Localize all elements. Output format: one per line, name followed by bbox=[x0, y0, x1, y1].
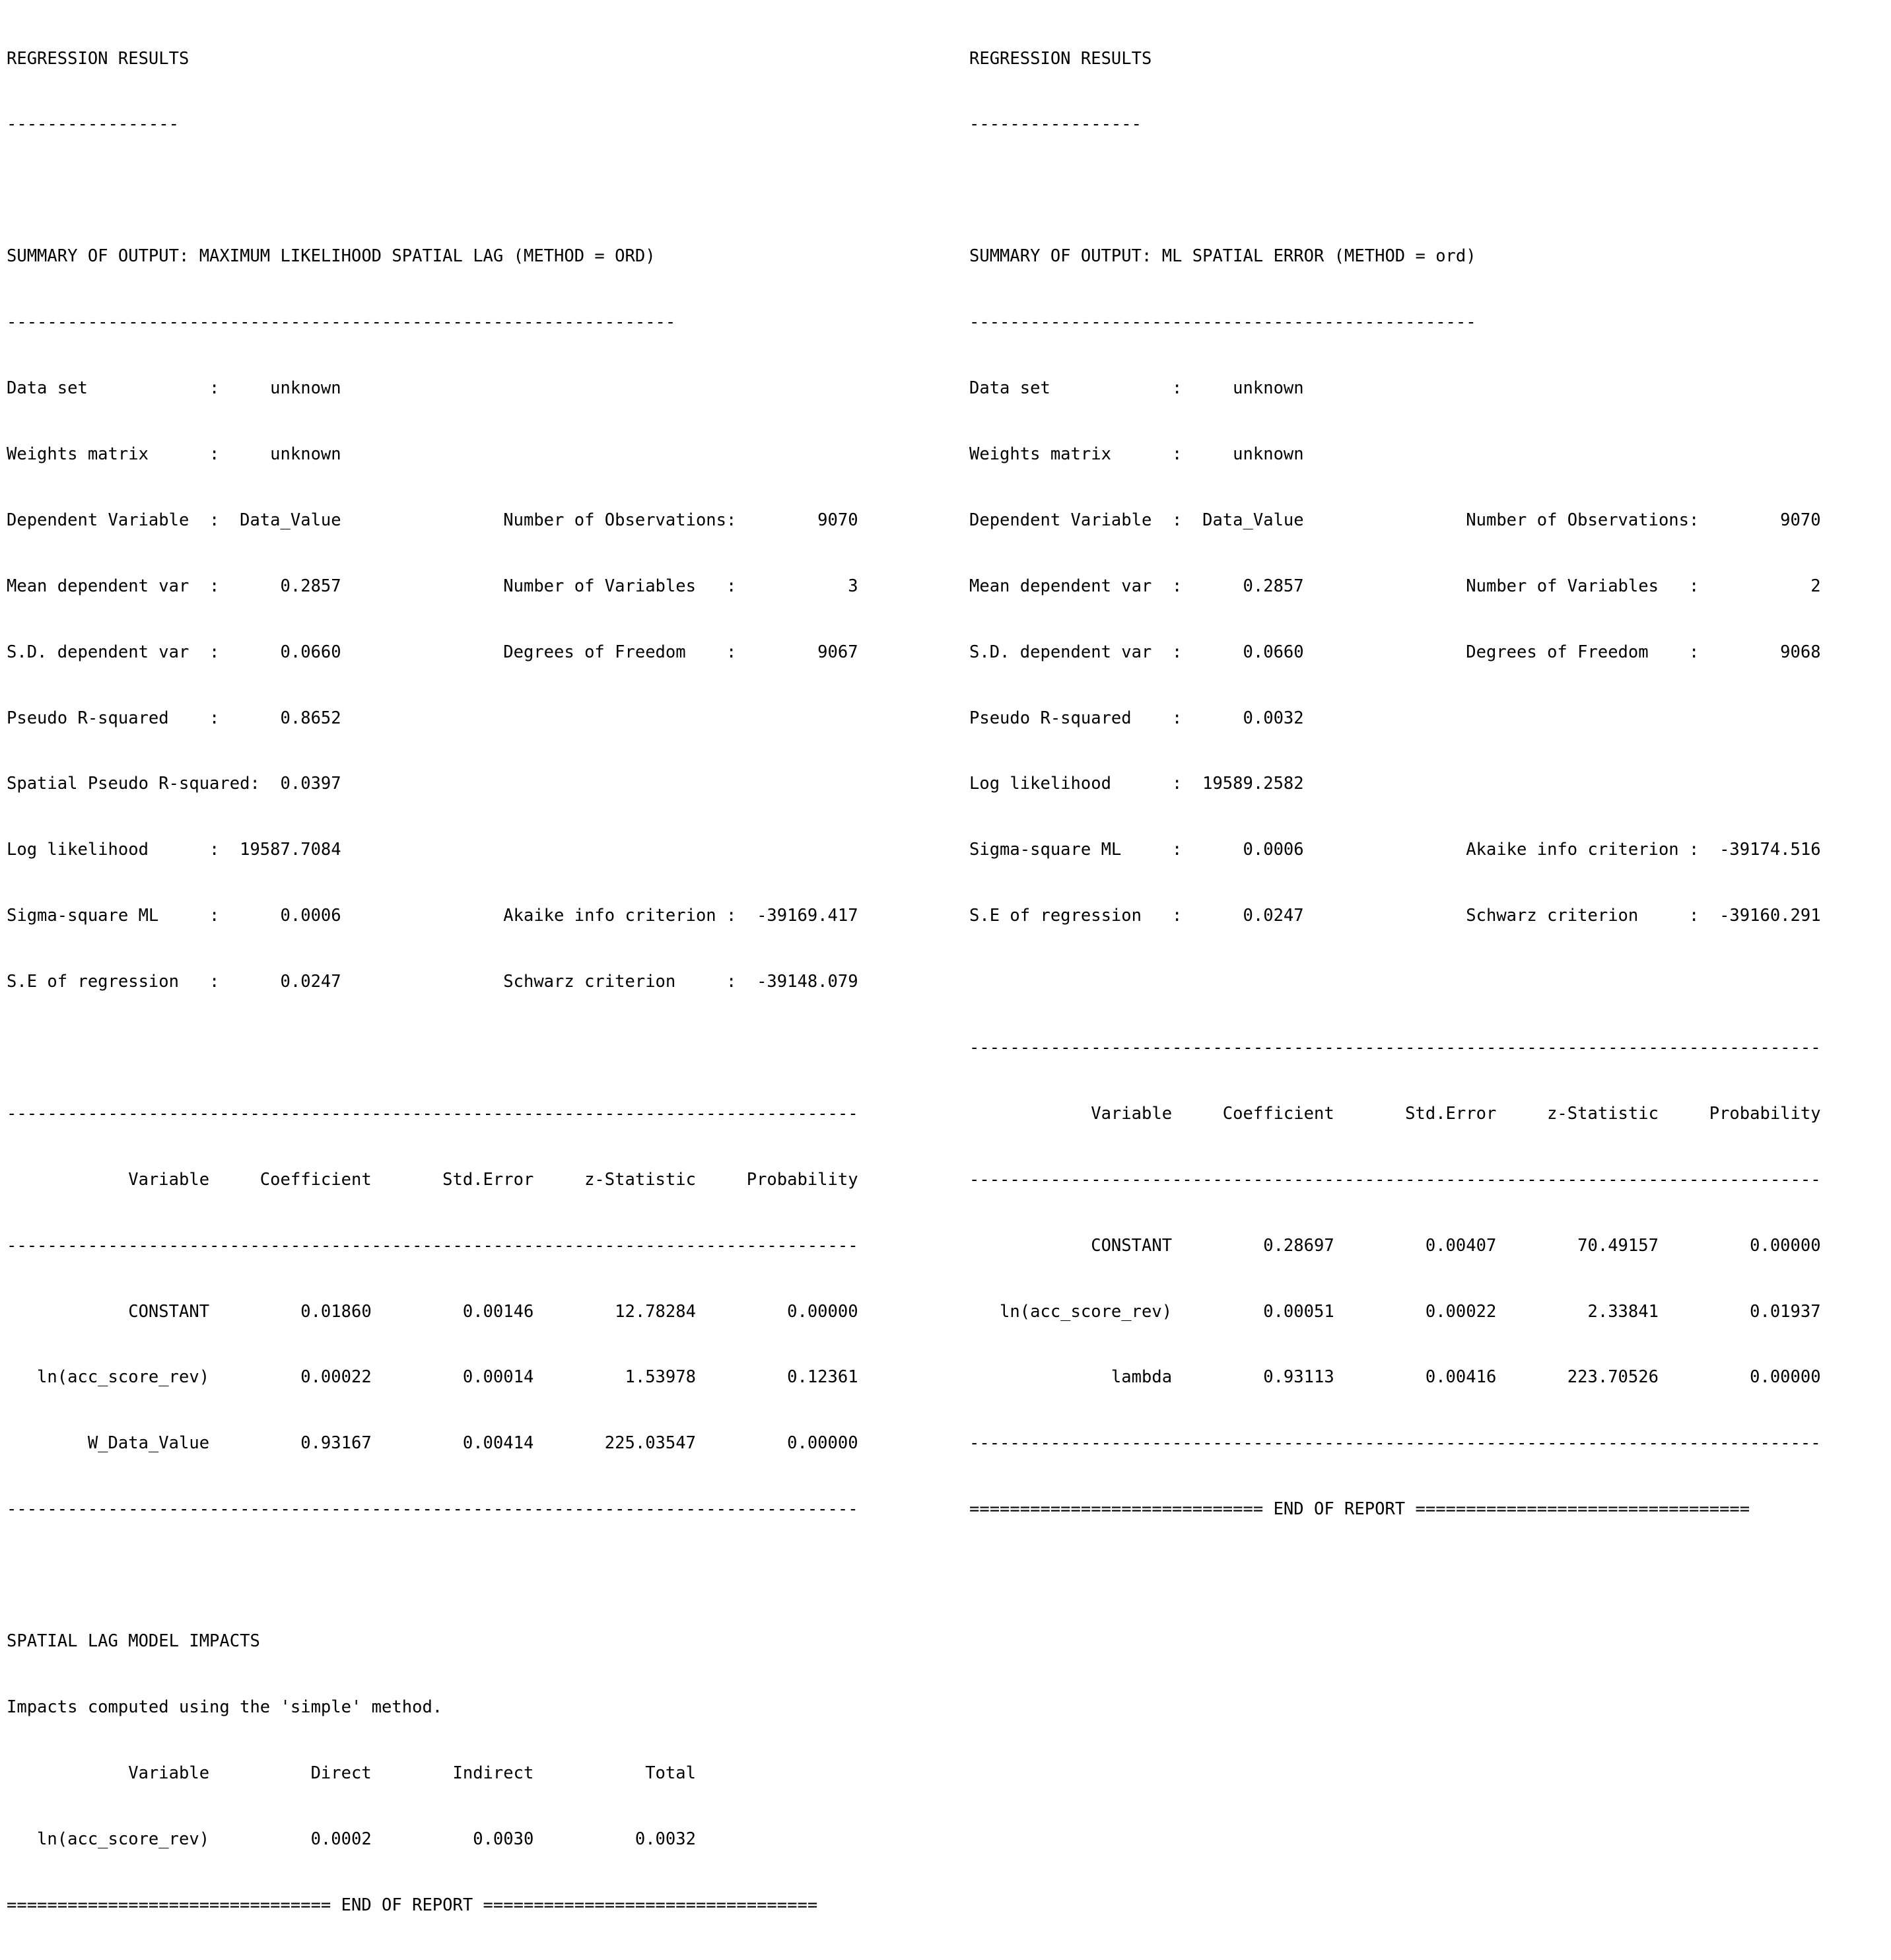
right-table-rule-mid: ------------------------------------------------------------------------------------ bbox=[969, 1169, 1821, 1190]
right-report-title-rule: ----------------- bbox=[969, 114, 1142, 135]
left-info-line-5: Pseudo R-squared : 0.8652 bbox=[7, 708, 341, 728]
left-info-line-7: Log likelihood : 19587.7084 bbox=[7, 840, 341, 860]
right-report-title: REGRESSION RESULTS bbox=[969, 48, 1152, 69]
left-table-rule-mid: ------------------------------------------------------------------------------------ bbox=[7, 1235, 858, 1256]
right-table-header: Variable Coefficient Std.Error z-Statistic Probability bbox=[969, 1103, 1821, 1124]
left-info-line-6: Spatial Pseudo R-squared: 0.0397 bbox=[7, 774, 341, 794]
left-summary-header: SUMMARY OF OUTPUT: MAXIMUM LIKELIHOOD SPATIAL LAG (METHOD = ORD) bbox=[7, 246, 656, 267]
left-info-line-2: Dependent Variable : Data_Value Number of Observations: 9070 bbox=[7, 510, 858, 530]
left-info-line-0: Data set : unknown bbox=[7, 378, 341, 399]
spatial-lag-report-panel bbox=[7, 4, 858, 1960]
table-row: W_Data_Value 0.93167 0.00414 225.03547 0.00000 bbox=[7, 1433, 858, 1454]
right-info-line-7: Sigma-square ML : 0.0006 Akaike info criterion : -39174.516 bbox=[969, 840, 1821, 860]
spatial-error-report-panel bbox=[969, 4, 1821, 1565]
table-row: ln(acc_score_rev) 0.00022 0.00014 1.53978 0.12361 bbox=[7, 1367, 858, 1388]
right-info-line-1: Weights matrix : unknown bbox=[969, 444, 1304, 464]
left-info-line-8: Sigma-square ML : 0.0006 Akaike info criterion : -39169.417 bbox=[7, 906, 858, 926]
left-summary-rule: ------------------------------------------------------------------ bbox=[7, 312, 676, 333]
right-table-rule-top: ------------------------------------------------------------------------------------ bbox=[969, 1037, 1821, 1058]
table-row: ln(acc_score_rev) 0.00051 0.00022 2.33841 0.01937 bbox=[969, 1301, 1821, 1322]
table-row: CONSTANT 0.01860 0.00146 12.78284 0.00000 bbox=[7, 1301, 858, 1322]
table-row: lambda 0.93113 0.00416 223.70526 0.00000 bbox=[969, 1367, 1821, 1388]
left-spacer-1 bbox=[7, 180, 858, 201]
left-table-rule-top: ------------------------------------------------------------------------------------ bbox=[7, 1103, 858, 1124]
right-info-line-0: Data set : unknown bbox=[969, 378, 1304, 399]
right-summary-header: SUMMARY OF OUTPUT: ML SPATIAL ERROR (METHOD = ord) bbox=[969, 246, 1476, 267]
right-info-line-2: Dependent Variable : Data_Value Number of Observations: 9070 bbox=[969, 510, 1821, 530]
left-info-line-3: Mean dependent var : 0.2857 Number of Variables : 3 bbox=[7, 576, 858, 596]
left-table-rule-bottom: ------------------------------------------------------------------------------------ bbox=[7, 1499, 858, 1520]
left-info-line-9: S.E of regression : 0.0247 Schwarz criterion : -39148.079 bbox=[7, 972, 858, 992]
right-end-of-report: ============================= END OF REPORT ================================= bbox=[969, 1499, 1750, 1520]
left-impacts-title: SPATIAL LAG MODEL IMPACTS bbox=[7, 1631, 260, 1651]
left-report-title: REGRESSION RESULTS bbox=[7, 48, 189, 69]
left-info-line-4: S.D. dependent var : 0.0660 Degrees of Freedom : 9067 bbox=[7, 642, 858, 662]
left-report-title-rule: ----------------- bbox=[7, 114, 179, 135]
left-spacer-2 bbox=[7, 1037, 858, 1059]
right-info-line-8: S.E of regression : 0.0247 Schwarz criterion : -39160.291 bbox=[969, 906, 1821, 926]
right-table-rule-bottom: ------------------------------------------------------------------------------------ bbox=[969, 1433, 1821, 1454]
right-info-line-6: Log likelihood : 19589.2582 bbox=[969, 774, 1304, 794]
right-summary-rule: -------------------------------------------------- bbox=[969, 312, 1476, 333]
left-table-header: Variable Coefficient Std.Error z-Statistic Probability bbox=[7, 1169, 858, 1190]
left-impacts-header: Variable Direct Indirect Total bbox=[7, 1763, 696, 1783]
right-spacer-1 bbox=[969, 180, 1821, 201]
right-info-line-5: Pseudo R-squared : 0.0032 bbox=[969, 708, 1304, 728]
left-impacts-note: Impacts computed using the 'simple' method. bbox=[7, 1697, 443, 1717]
table-row: ln(acc_score_rev) 0.0002 0.0030 0.0032 bbox=[7, 1829, 696, 1849]
right-spacer-2 bbox=[969, 971, 1821, 993]
right-info-line-4: S.D. dependent var : 0.0660 Degrees of Freedom : 9068 bbox=[969, 642, 1821, 662]
left-info-line-1: Weights matrix : unknown bbox=[7, 444, 341, 464]
left-spacer-3 bbox=[7, 1565, 858, 1586]
right-info-line-3: Mean dependent var : 0.2857 Number of Variables : 2 bbox=[969, 576, 1821, 596]
left-end-of-report: ================================ END OF REPORT ================================= bbox=[7, 1895, 818, 1915]
table-row: CONSTANT 0.28697 0.00407 70.49157 0.00000 bbox=[969, 1235, 1821, 1256]
